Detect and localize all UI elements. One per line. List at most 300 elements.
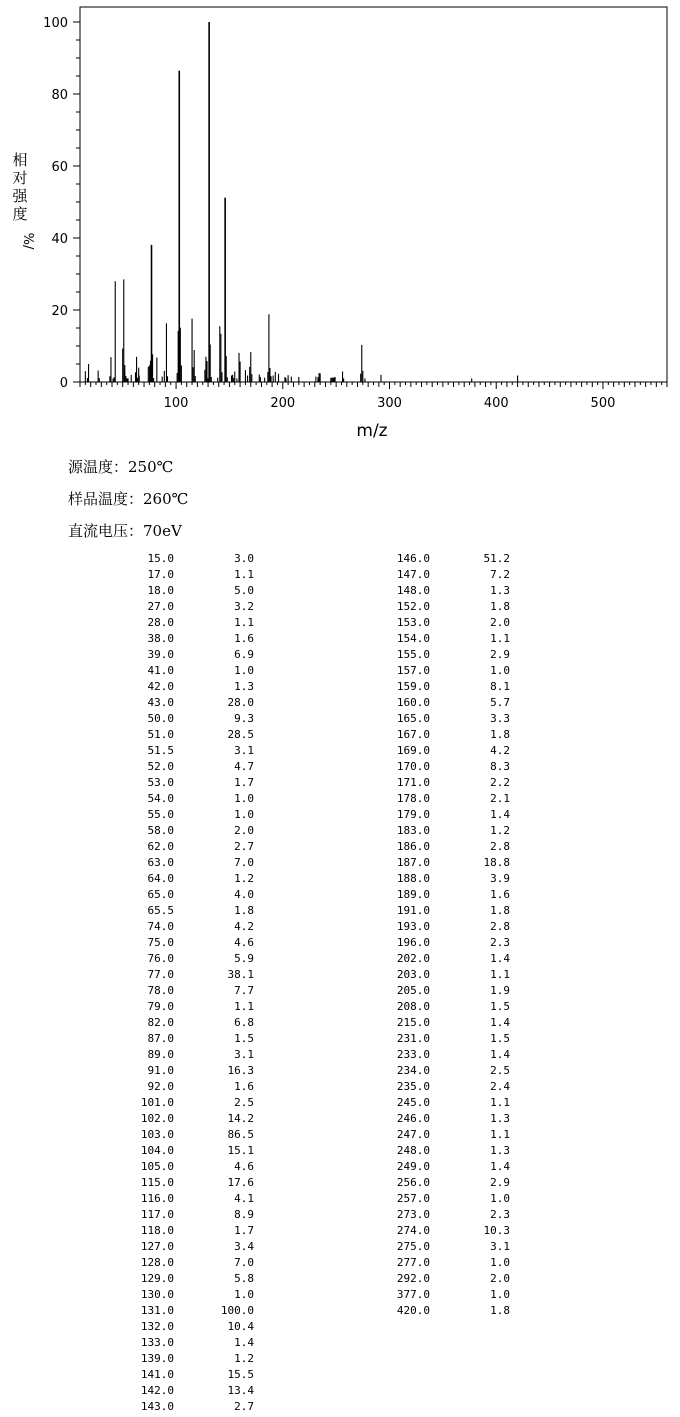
- peak-intensity: 18.8: [483, 856, 510, 869]
- peak-row: [376, 551, 510, 567]
- peak-row: [376, 903, 510, 919]
- peak-mz: 292.0: [396, 1272, 430, 1285]
- sample-temp-label: 样品温度：260℃: [68, 490, 189, 508]
- x-tick-label: 200: [270, 396, 296, 411]
- peak-mz: 39.0: [147, 648, 174, 661]
- peak-intensity: 1.0: [234, 1288, 254, 1301]
- peak-mz: 79.0: [147, 1000, 174, 1013]
- peak-row: [120, 1335, 254, 1351]
- peak-mz: 248.0: [396, 1144, 430, 1157]
- peak-intensity: 100.0: [220, 1304, 254, 1317]
- peak-mz: 208.0: [396, 1000, 430, 1013]
- peak-mz: 51.0: [147, 728, 174, 741]
- peak-row: [376, 1143, 510, 1159]
- peak-mz: 87.0: [147, 1032, 174, 1045]
- peak-row: [120, 1287, 254, 1303]
- peak-intensity: 6.8: [234, 1016, 254, 1029]
- peak-intensity: 6.9: [234, 648, 254, 661]
- y-axis-label-char: 对: [12, 169, 28, 187]
- peak-intensity: 1.3: [490, 584, 510, 597]
- peak-mz: 170.0: [396, 760, 430, 773]
- peak-mz: 249.0: [396, 1160, 430, 1173]
- peak-mz: 143.0: [140, 1400, 174, 1413]
- peak-mz: 256.0: [396, 1176, 430, 1189]
- peak-row: [120, 1191, 254, 1207]
- peak-intensity: 1.5: [490, 1000, 510, 1013]
- peak-row: [120, 711, 254, 727]
- peak-row: [376, 567, 510, 583]
- peak-intensity: 1.3: [490, 1144, 510, 1157]
- peak-intensity: 1.0: [490, 1288, 510, 1301]
- peak-intensity: 1.8: [490, 728, 510, 741]
- peak-mz: 18.0: [147, 584, 174, 597]
- peak-row: [120, 887, 254, 903]
- peak-row: [376, 711, 510, 727]
- peak-mz: 54.0: [147, 792, 174, 805]
- peak-row: [120, 743, 254, 759]
- peak-intensity: 1.0: [234, 664, 254, 677]
- peak-mz: 420.0: [396, 1304, 430, 1317]
- peak-intensity: 2.7: [234, 840, 254, 853]
- peak-row: [376, 743, 510, 759]
- peak-row: [120, 1031, 254, 1047]
- peak-intensity: 1.0: [234, 808, 254, 821]
- peak-intensity: 3.9: [490, 872, 510, 885]
- peak-intensity: 1.8: [490, 904, 510, 917]
- peak-intensity: 2.1: [490, 792, 510, 805]
- peak-row: [120, 1143, 254, 1159]
- peak-mz: 196.0: [396, 936, 430, 949]
- peak-row: [376, 1191, 510, 1207]
- peak-mz: 148.0: [396, 584, 430, 597]
- peak-mz: 62.0: [147, 840, 174, 853]
- peak-row: [376, 807, 510, 823]
- peak-row: [376, 1239, 510, 1255]
- peak-mz: 64.0: [147, 872, 174, 885]
- peak-intensity: 3.4: [234, 1240, 254, 1253]
- peak-row: [120, 1303, 254, 1319]
- peak-mz: 105.0: [140, 1160, 174, 1173]
- peak-row: [120, 1367, 254, 1383]
- peak-mz: 43.0: [147, 696, 174, 709]
- peak-mz: 202.0: [396, 952, 430, 965]
- peak-intensity: 5.8: [234, 1272, 254, 1285]
- peak-intensity: 28.5: [227, 728, 254, 741]
- peak-mz: 27.0: [147, 600, 174, 613]
- peak-mz: 178.0: [396, 792, 430, 805]
- peak-intensity: 3.1: [234, 744, 254, 757]
- peak-intensity: 15.5: [227, 1368, 254, 1381]
- peak-row: [376, 999, 510, 1015]
- peak-row: [120, 647, 254, 663]
- peak-intensity: 1.2: [490, 824, 510, 837]
- peak-intensity: 2.0: [490, 616, 510, 629]
- peak-intensity: 4.2: [490, 744, 510, 757]
- peak-mz: 187.0: [396, 856, 430, 869]
- peak-intensity: 1.4: [490, 952, 510, 965]
- peak-row: [376, 583, 510, 599]
- peak-mz: 231.0: [396, 1032, 430, 1045]
- source-temp-label: 源温度：250℃: [68, 458, 174, 476]
- peak-mz: 116.0: [140, 1192, 174, 1205]
- peak-intensity: 1.1: [490, 968, 510, 981]
- chart-peaks: [85, 22, 517, 382]
- peak-row: [120, 1127, 254, 1143]
- peak-row: [376, 935, 510, 951]
- peak-row: [120, 583, 254, 599]
- peak-row: [120, 1159, 254, 1175]
- peak-intensity: 1.6: [234, 632, 254, 645]
- y-tick-label: 40: [51, 232, 68, 247]
- peak-row: [376, 1287, 510, 1303]
- peak-row: [120, 951, 254, 967]
- peak-mz: 129.0: [140, 1272, 174, 1285]
- peak-row: [120, 903, 254, 919]
- peak-row: [376, 615, 510, 631]
- peak-row: [376, 727, 510, 743]
- y-tick-label: 80: [51, 88, 68, 103]
- peak-intensity: 1.3: [490, 1112, 510, 1125]
- peak-intensity: 2.2: [490, 776, 510, 789]
- peak-intensity: 2.3: [490, 936, 510, 949]
- peak-row: [120, 983, 254, 999]
- peak-table-left: [120, 551, 254, 1415]
- peak-intensity: 38.1: [227, 968, 254, 981]
- peak-mz: 38.0: [147, 632, 174, 645]
- peak-mz: 17.0: [147, 568, 174, 581]
- peak-mz: 78.0: [147, 984, 174, 997]
- peak-intensity: 2.7: [234, 1400, 254, 1413]
- peak-intensity: 4.1: [234, 1192, 254, 1205]
- peak-mz: 55.0: [147, 808, 174, 821]
- y-tick-label: 60: [51, 160, 68, 175]
- peak-row: [376, 1015, 510, 1031]
- peak-intensity: 51.2: [483, 552, 510, 565]
- peak-row: [120, 663, 254, 679]
- peak-mz: 160.0: [396, 696, 430, 709]
- peak-mz: 52.0: [147, 760, 174, 773]
- peak-mz: 159.0: [396, 680, 430, 693]
- peak-intensity: 2.3: [490, 1208, 510, 1221]
- peak-row: [376, 839, 510, 855]
- plot-frame: [80, 7, 667, 382]
- peak-row: [376, 599, 510, 615]
- peak-intensity: 1.1: [490, 1128, 510, 1141]
- peak-intensity: 2.4: [490, 1080, 510, 1093]
- peak-row: [120, 791, 254, 807]
- x-tick-label: 100: [163, 396, 189, 411]
- y-axis-label: [12, 151, 35, 250]
- peak-mz: 147.0: [396, 568, 430, 581]
- peak-mz: 155.0: [396, 648, 430, 661]
- peak-mz: 275.0: [396, 1240, 430, 1253]
- peak-row: [376, 887, 510, 903]
- peak-row: [120, 695, 254, 711]
- peak-row: [120, 1047, 254, 1063]
- y-axis-label-char: 度: [12, 205, 28, 223]
- peak-row: [120, 839, 254, 855]
- peak-row: [120, 1399, 254, 1415]
- peak-row: [376, 1047, 510, 1063]
- peak-row: [120, 1351, 254, 1367]
- peak-mz: 171.0: [396, 776, 430, 789]
- peak-intensity: 8.1: [490, 680, 510, 693]
- peak-intensity: 2.5: [490, 1064, 510, 1077]
- peak-mz: 132.0: [140, 1320, 174, 1333]
- peak-mz: 215.0: [396, 1016, 430, 1029]
- peak-mz: 233.0: [396, 1048, 430, 1061]
- peak-row: [120, 567, 254, 583]
- peak-row: [376, 855, 510, 871]
- peak-intensity: 1.0: [490, 664, 510, 677]
- x-tick-label: 400: [483, 396, 509, 411]
- peak-row: [376, 759, 510, 775]
- peak-intensity: 2.9: [490, 648, 510, 661]
- peak-row: [376, 1303, 510, 1319]
- peak-intensity: 9.3: [234, 712, 254, 725]
- peak-intensity: 1.7: [234, 776, 254, 789]
- peak-intensity: 3.1: [490, 1240, 510, 1253]
- peak-intensity: 1.8: [490, 1304, 510, 1317]
- peak-intensity: 1.5: [490, 1032, 510, 1045]
- peak-intensity: 1.6: [234, 1080, 254, 1093]
- peak-mz: 77.0: [147, 968, 174, 981]
- peak-intensity: 14.2: [227, 1112, 254, 1125]
- peak-row: [120, 599, 254, 615]
- peak-row: [376, 679, 510, 695]
- peak-intensity: 1.2: [234, 872, 254, 885]
- peak-row: [120, 1223, 254, 1239]
- peak-intensity: 1.7: [234, 1224, 254, 1237]
- peak-mz: 101.0: [140, 1096, 174, 1109]
- peak-mz: 58.0: [147, 824, 174, 837]
- peak-intensity: 1.8: [490, 600, 510, 613]
- peak-intensity: 7.0: [234, 1256, 254, 1269]
- peak-mz: 203.0: [396, 968, 430, 981]
- peak-mz: 76.0: [147, 952, 174, 965]
- peak-mz: 139.0: [140, 1352, 174, 1365]
- peak-row: [376, 1207, 510, 1223]
- peak-row: [376, 663, 510, 679]
- peak-row: [376, 1031, 510, 1047]
- peak-mz: 277.0: [396, 1256, 430, 1269]
- peak-mz: 274.0: [396, 1224, 430, 1237]
- peak-row: [120, 1111, 254, 1127]
- peak-intensity: 1.1: [234, 1000, 254, 1013]
- peak-mz: 183.0: [396, 824, 430, 837]
- peak-row: [120, 807, 254, 823]
- peak-mz: 104.0: [140, 1144, 174, 1157]
- peak-intensity: 1.9: [490, 984, 510, 997]
- peak-mz: 103.0: [140, 1128, 174, 1141]
- peak-row: [376, 791, 510, 807]
- peak-intensity: 8.3: [490, 760, 510, 773]
- peak-mz: 188.0: [396, 872, 430, 885]
- peak-intensity: 1.1: [490, 632, 510, 645]
- peak-row: [120, 1207, 254, 1223]
- peak-row: [120, 775, 254, 791]
- peak-mz: 189.0: [396, 888, 430, 901]
- peak-intensity: 3.3: [490, 712, 510, 725]
- peak-intensity: 5.9: [234, 952, 254, 965]
- peak-intensity: 1.0: [234, 792, 254, 805]
- peak-row: [376, 983, 510, 999]
- peak-mz: 165.0: [396, 712, 430, 725]
- peak-mz: 50.0: [147, 712, 174, 725]
- peak-intensity: 1.6: [490, 888, 510, 901]
- peak-intensity: 13.4: [227, 1384, 254, 1397]
- peak-intensity: 15.1: [227, 1144, 254, 1157]
- peak-mz: 246.0: [396, 1112, 430, 1125]
- peak-mz: 146.0: [396, 552, 430, 565]
- peak-row: [376, 967, 510, 983]
- peak-row: [376, 1159, 510, 1175]
- peak-mz: 28.0: [147, 616, 174, 629]
- peak-intensity: 1.2: [234, 1352, 254, 1365]
- peak-row: [120, 631, 254, 647]
- peak-row: [120, 1271, 254, 1287]
- peak-mz: 247.0: [396, 1128, 430, 1141]
- peak-intensity: 3.0: [234, 552, 254, 565]
- peak-intensity: 4.2: [234, 920, 254, 933]
- peak-mz: 205.0: [396, 984, 430, 997]
- peak-row: [120, 1063, 254, 1079]
- peak-mz: 65.5: [147, 904, 174, 917]
- peak-intensity: 7.2: [490, 568, 510, 581]
- peak-mz: 128.0: [140, 1256, 174, 1269]
- peak-mz: 53.0: [147, 776, 174, 789]
- peak-intensity: 8.9: [234, 1208, 254, 1221]
- x-tick-label: 300: [377, 396, 402, 411]
- peak-intensity: 4.6: [234, 1160, 254, 1173]
- peak-intensity: 10.3: [483, 1224, 510, 1237]
- peak-intensity: 1.4: [490, 1048, 510, 1061]
- peak-intensity: 2.0: [490, 1272, 510, 1285]
- peak-intensity: 5.7: [490, 696, 510, 709]
- peak-mz: 142.0: [140, 1384, 174, 1397]
- peak-row: [120, 935, 254, 951]
- peak-row: [120, 615, 254, 631]
- y-axis-label-unit: %/: [20, 232, 35, 250]
- peak-row: [120, 871, 254, 887]
- peak-row: [120, 823, 254, 839]
- peak-intensity: 5.0: [234, 584, 254, 597]
- peak-row: [376, 1223, 510, 1239]
- peak-row: [120, 1079, 254, 1095]
- peak-row: [120, 727, 254, 743]
- y-axis-label-char: 相: [12, 151, 28, 169]
- peak-mz: 51.5: [147, 744, 174, 757]
- peak-intensity: 17.6: [227, 1176, 254, 1189]
- peak-mz: 157.0: [396, 664, 430, 677]
- peak-row: [376, 1127, 510, 1143]
- peak-mz: 65.0: [147, 888, 174, 901]
- peak-mz: 154.0: [396, 632, 430, 645]
- peak-mz: 118.0: [140, 1224, 174, 1237]
- x-axis-label: m/z: [356, 421, 388, 441]
- peak-mz: 91.0: [147, 1064, 174, 1077]
- y-axis-label-char: 强: [12, 187, 28, 205]
- peak-intensity: 1.4: [490, 1016, 510, 1029]
- peak-row: [376, 919, 510, 935]
- peak-mz: 141.0: [140, 1368, 174, 1381]
- mass-spectrum-chart: [0, 0, 680, 450]
- peak-row: [120, 759, 254, 775]
- peak-mz: 257.0: [396, 1192, 430, 1205]
- peak-row: [120, 1095, 254, 1111]
- peak-row: [376, 647, 510, 663]
- peak-row: [376, 631, 510, 647]
- peak-intensity: 10.4: [227, 1320, 254, 1333]
- peak-row: [120, 999, 254, 1015]
- peak-row: [120, 1319, 254, 1335]
- peak-mz: 115.0: [140, 1176, 174, 1189]
- voltage-label: 直流电压：70eV: [68, 522, 182, 540]
- peak-mz: 15.0: [147, 552, 174, 565]
- chart-axes: [43, 7, 667, 411]
- peak-mz: 133.0: [140, 1336, 174, 1349]
- peak-mz: 89.0: [147, 1048, 174, 1061]
- peak-mz: 75.0: [147, 936, 174, 949]
- peak-row: [376, 1175, 510, 1191]
- peak-mz: 152.0: [396, 600, 430, 613]
- peak-intensity: 2.5: [234, 1096, 254, 1109]
- peak-row: [376, 1095, 510, 1111]
- peak-row: [120, 1383, 254, 1399]
- peak-mz: 130.0: [140, 1288, 174, 1301]
- peak-row: [376, 871, 510, 887]
- peak-intensity: 86.5: [227, 1128, 254, 1141]
- y-tick-label: 20: [51, 304, 68, 319]
- peak-row: [120, 679, 254, 695]
- peak-intensity: 28.0: [227, 696, 254, 709]
- peak-mz: 169.0: [396, 744, 430, 757]
- peak-intensity: 1.1: [490, 1096, 510, 1109]
- peak-intensity: 1.0: [490, 1192, 510, 1205]
- peak-intensity: 4.0: [234, 888, 254, 901]
- peak-intensity: 3.2: [234, 600, 254, 613]
- peak-mz: 74.0: [147, 920, 174, 933]
- peak-intensity: 2.9: [490, 1176, 510, 1189]
- peak-row: [120, 1239, 254, 1255]
- peak-intensity: 4.7: [234, 760, 254, 773]
- peak-row: [376, 1111, 510, 1127]
- y-tick-label: 100: [43, 16, 68, 31]
- peak-mz: 179.0: [396, 808, 430, 821]
- peak-mz: 42.0: [147, 680, 174, 693]
- peak-mz: 82.0: [147, 1016, 174, 1029]
- peak-intensity: 1.4: [490, 1160, 510, 1173]
- peak-row: [376, 1079, 510, 1095]
- peak-intensity: 1.1: [234, 616, 254, 629]
- peak-mz: 377.0: [396, 1288, 430, 1301]
- peak-mz: 167.0: [396, 728, 430, 741]
- peak-intensity: 2.0: [234, 824, 254, 837]
- peak-mz: 127.0: [140, 1240, 174, 1253]
- peak-intensity: 4.6: [234, 936, 254, 949]
- peak-mz: 41.0: [147, 664, 174, 677]
- peak-mz: 245.0: [396, 1096, 430, 1109]
- peak-mz: 234.0: [396, 1064, 430, 1077]
- peak-intensity: 1.4: [234, 1336, 254, 1349]
- peak-row: [376, 951, 510, 967]
- peak-intensity: 2.8: [490, 920, 510, 933]
- peak-row: [376, 1255, 510, 1271]
- peak-row: [376, 695, 510, 711]
- peak-row: [120, 1015, 254, 1031]
- peak-intensity: 7.0: [234, 856, 254, 869]
- peak-intensity: 2.8: [490, 840, 510, 853]
